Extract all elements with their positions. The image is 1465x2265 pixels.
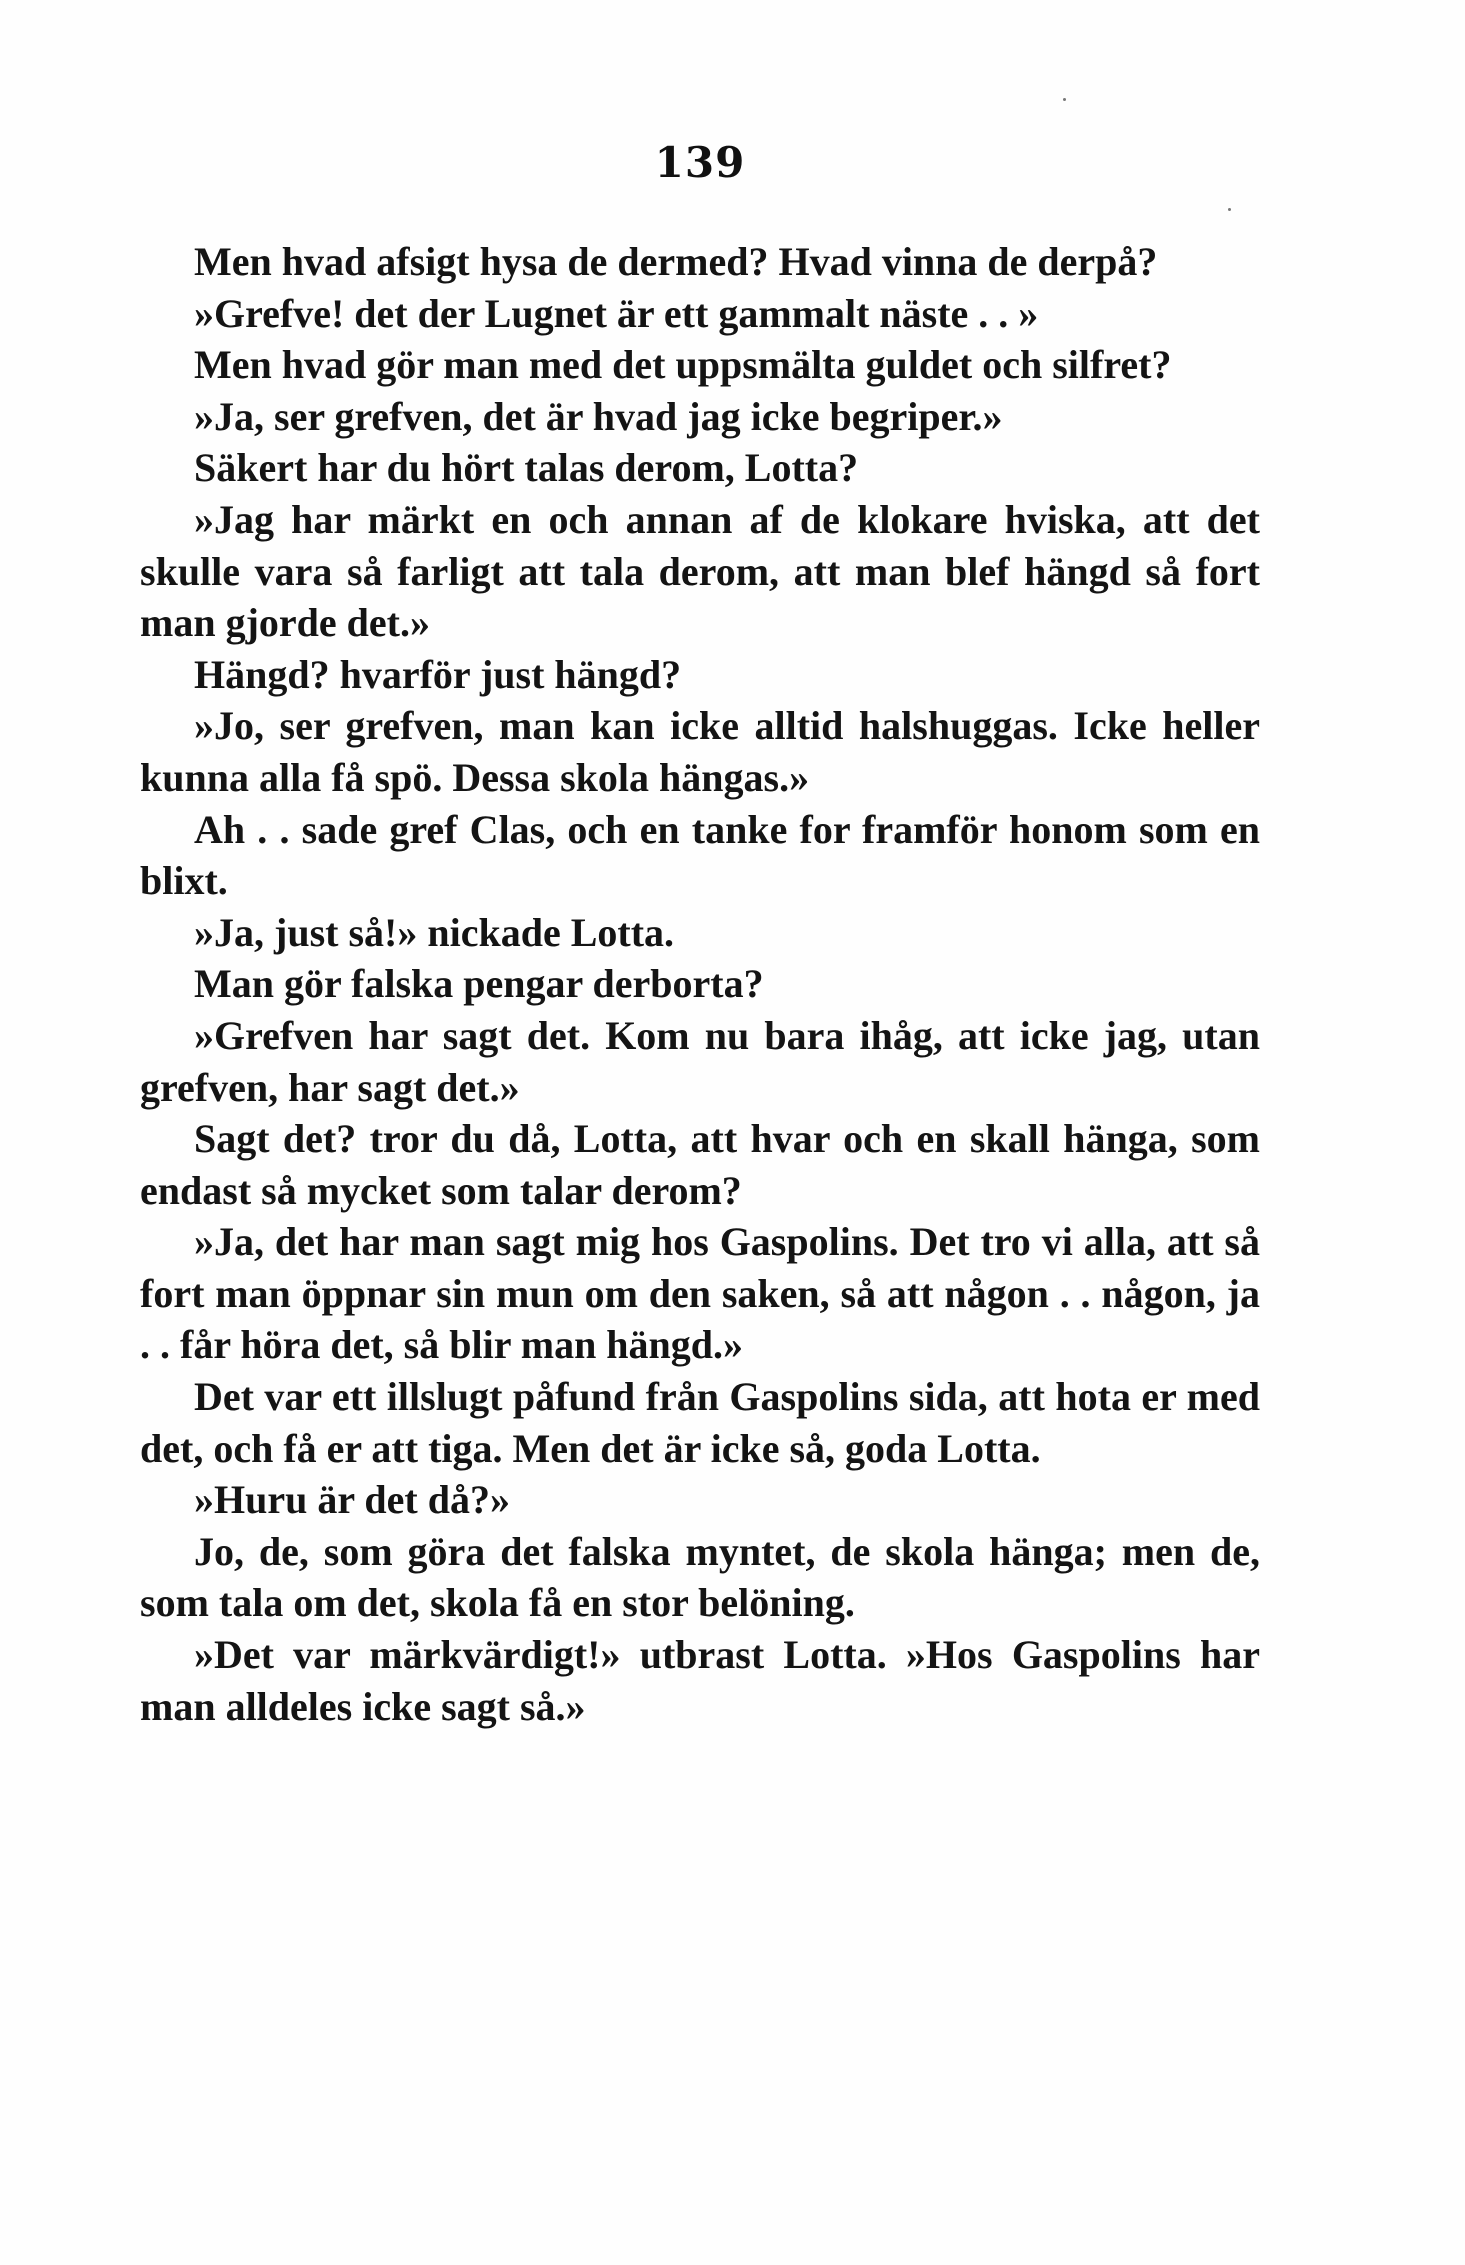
- paragraph: »Jo, ser grefven, man kan icke alltid halshuggas. Icke heller kunna alla få spö. Dessa skola hängas.»: [140, 703, 1260, 800]
- page-number: 139: [654, 138, 746, 187]
- body-text: [140, 236, 1260, 1732]
- print-speck: [1228, 208, 1231, 211]
- paragraph: »Det var märkvärdigt!» utbrast Lotta. »Hos Gaspolins har man alldeles icke sagt så.»: [140, 1632, 1260, 1729]
- paragraph: »Grefven har sagt det. Kom nu bara ihåg, att icke jag, utan grefven, har sagt det.»: [140, 1012, 1260, 1110]
- paragraph: Hängd? hvarför just hängd?: [194, 651, 682, 697]
- paragraph: Men hvad afsigt hysa de dermed? Hvad vinna de derpå?: [194, 239, 1158, 284]
- paragraph: »Ja, ser grefven, det är hvad jag icke begriper.»: [194, 393, 1003, 439]
- paragraph: »Ja, just så!» nickade Lotta.: [194, 909, 675, 955]
- paragraph: Ah . . sade gref Clas, och en tanke for framför honom som en blixt.: [140, 806, 1260, 904]
- paragraph: »Ja, det har man sagt mig hos Gaspolins. Det tro vi alla, att så fort man öppnar sin mun om den saken, så att någon . . någon, ja . . får höra det, så blir man hängd.»: [140, 1219, 1260, 1368]
- paragraph: Men hvad gör man med det uppsmälta guldet och silfret?: [194, 342, 1172, 388]
- print-speck: [1063, 98, 1066, 101]
- paragraph: »Jag har märkt en och annan af de klokare hviska, att det skulle vara så farligt att tala derom, att man blef hängd så fort man gjorde det.»: [140, 496, 1260, 646]
- paragraph: Jo, de, som göra det falska myntet, de skola hänga; men de, som tala om det, skola få en stor belöning.: [140, 1528, 1260, 1626]
- paragraph: Det var ett illslugt påfund från Gaspolins sida, att hota er med det, och få er att tiga. Men det är icke så, goda Lotta.: [140, 1374, 1260, 1471]
- paragraph: »Grefve! det der Lugnet är ett gammalt näste . . »: [194, 290, 1039, 336]
- paragraph: Sagt det? tror du då, Lotta, att hvar och en skall hänga, som endast så mycket som talar derom?: [140, 1116, 1260, 1213]
- paragraph: »Huru är det då?»: [194, 1477, 510, 1523]
- paragraph: Säkert har du hört talas derom, Lotta?: [194, 445, 859, 491]
- paragraph: Man gör falska pengar derborta?: [194, 961, 764, 1007]
